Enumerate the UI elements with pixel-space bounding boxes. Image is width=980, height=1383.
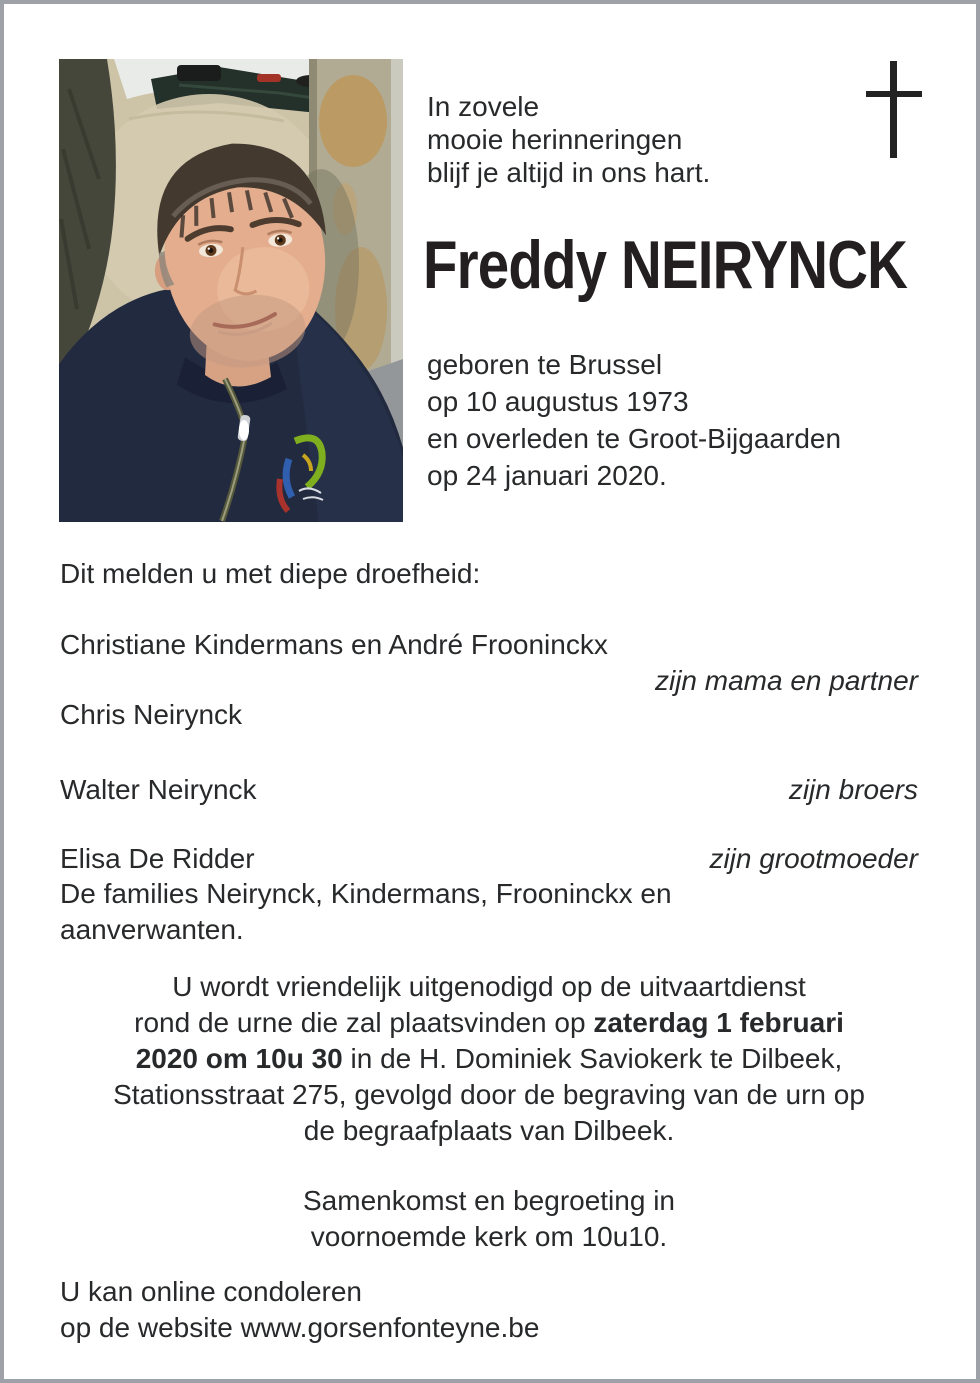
mourner-row <box>60 841 918 877</box>
service-line <box>60 1005 918 1041</box>
life-line: geboren te Brussel <box>427 349 663 380</box>
condolence-line: op de website www.gorsenfonteyne.be <box>60 1312 540 1343</box>
mourner-relation <box>60 663 918 699</box>
portrait-photo <box>59 59 403 522</box>
service-line: de begraafplaats van Dilbeek. <box>303 1115 675 1146</box>
life-line: op 24 januari 2020. <box>427 460 667 491</box>
service-time: 2020 om 10u 30 <box>135 1043 343 1074</box>
service-date: zaterdag 1 februari <box>593 1007 844 1038</box>
epigraph-line: mooie herinneringen <box>427 124 683 155</box>
families-line: De families Neirynck, Kindermans, Frooninckx en <box>60 878 672 909</box>
epigraph-line: In zovele <box>427 91 540 122</box>
life-line: en overleden te Groot-Bijgaarden <box>427 423 842 454</box>
announcement-intro: Dit melden u met diepe droefheid: <box>60 558 481 589</box>
deceased-name: Freddy NEIRYNCK <box>423 227 908 303</box>
service-line: Stationsstraat 275, gevolgd door de begraving van de urn op <box>113 1079 865 1110</box>
cross-icon <box>866 61 922 158</box>
service-text: rond de urne die zal plaatsvinden op <box>134 1007 594 1038</box>
mourner-name: Christiane Kindermans en André Frooninckx <box>60 629 608 660</box>
mourner-relation: zijn grootmoeder <box>709 843 918 874</box>
condolence-line: U kan online condoleren <box>60 1276 362 1307</box>
mourner-relation: zijn broers <box>788 774 918 805</box>
gathering-paragraph <box>60 1183 918 1255</box>
service-line: U wordt vriendelijk uitgenodigd op de uitvaartdienst <box>172 971 806 1002</box>
mourner-relation-label: zijn mama en partner <box>654 665 918 696</box>
epigraph-line: blijf je altijd in ons hart. <box>427 157 711 188</box>
families-line: aanverwanten. <box>60 914 244 945</box>
life-line: op 10 augustus 1973 <box>427 386 689 417</box>
gathering-line: voornoemde kerk om 10u10. <box>310 1221 668 1252</box>
condolence-paragraph <box>60 1274 918 1346</box>
mourner-row <box>60 772 918 808</box>
life-dates <box>427 346 841 494</box>
service-paragraph <box>60 969 918 1149</box>
mourner-name: Walter Neirynck <box>60 774 257 805</box>
epigraph <box>427 90 710 189</box>
mourner-name: Chris Neirynck <box>60 699 243 730</box>
service-text: in de H. Dominiek Saviokerk te Dilbeek, <box>342 1043 843 1074</box>
mourner-name: Elisa De Ridder <box>60 843 255 874</box>
service-line <box>60 1041 918 1077</box>
portrait-photo-illustration <box>59 59 403 522</box>
gathering-line: Samenkomst en begroeting in <box>303 1185 675 1216</box>
